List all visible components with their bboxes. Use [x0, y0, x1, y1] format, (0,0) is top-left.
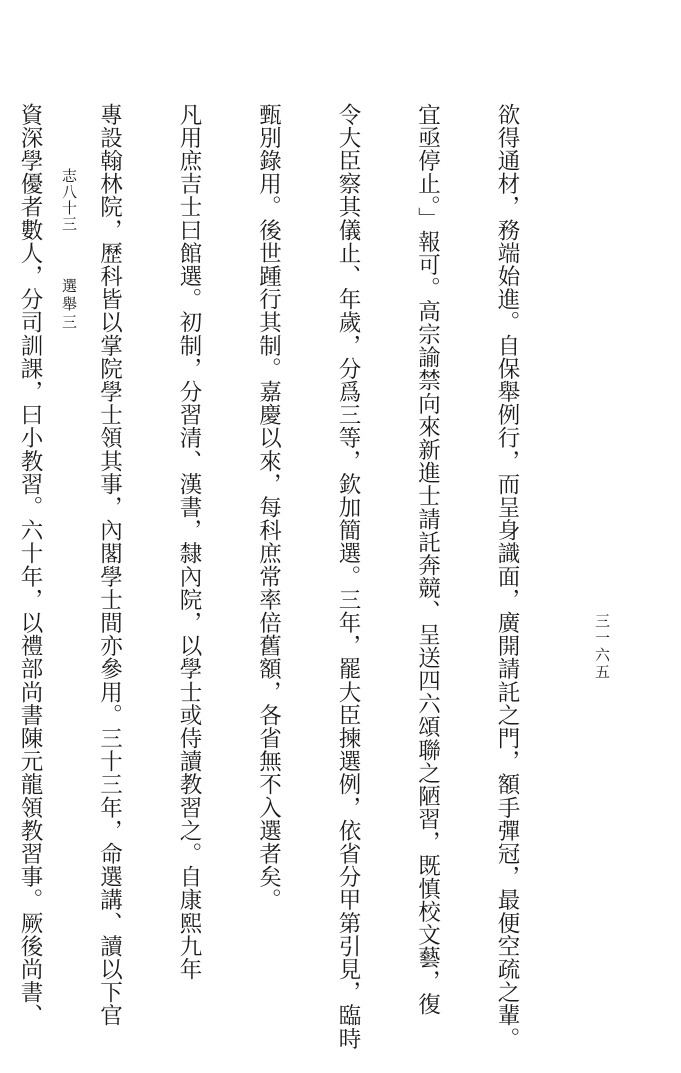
text-column: 資深學優者數人，分司訓課，曰小教習。六十年，以禮部尚書陳元龍領教習事。厥後尚書、 [17, 103, 43, 1027]
text-column: 宜亟停止。」報可。高宗諭禁向來新進士請託奔競、呈送四六頌聯之陋習，既慎校文藝，復 [414, 103, 441, 1016]
text-column: 令大臣察其儀止、年歲，分爲三等，欽加簡選。三年，罷大臣揀選例，依省分甲第引見，臨時 [335, 103, 361, 1051]
running-head-volume: 志八十三 [60, 168, 78, 232]
text-column: 專設翰林院，歷科皆以掌院學士領其事，內閣學士間亦參用。三十三年，命選講、讀以下官 [96, 103, 123, 1027]
text-column: 甄別錄用。後世踵行其制。嘉慶以來，每科庶常率倍舊額，各省無不入選者矣。 [255, 103, 282, 912]
page-number: 三一六五 [593, 613, 611, 681]
running-head-section: 選舉三 [60, 278, 78, 332]
text-column: 凡用庶吉士曰館選。初制，分習清、漢書，隸內院，以學士或侍讀教習之。自康熙九年 [176, 103, 202, 981]
text-column: 欲得通材，務端始進。自保舉例行，而呈身識面，廣開請託之門，額手彈冠，最便空疏之輩。 [494, 103, 520, 1051]
